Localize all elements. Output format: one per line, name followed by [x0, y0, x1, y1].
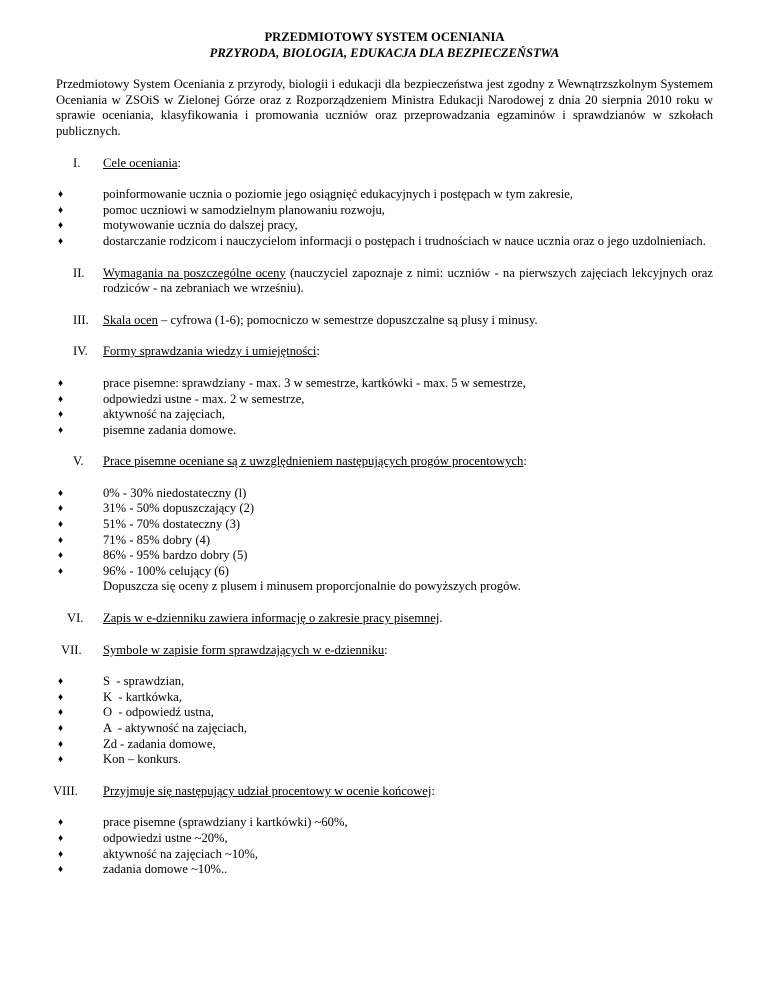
- diamond-bullet-icon: ♦: [58, 519, 64, 531]
- section-requirements: [56, 266, 713, 297]
- section-title: Symbole w zapisie form sprawdzających w e-dzienniku: [103, 642, 385, 657]
- section-heading: [56, 266, 713, 297]
- list-item: ♦ odpowiedzi ustne ~20%,: [58, 830, 228, 845]
- list-item: ♦ 51% - 70% dostateczny (3): [58, 517, 241, 532]
- list-item: ♦ Kon – konkurs.: [58, 752, 182, 767]
- diamond-bullet-icon: ♦: [58, 707, 64, 719]
- section-title: Skala ocen: [103, 312, 158, 327]
- bullet-list: [56, 376, 713, 438]
- diamond-bullet-icon: ♦: [58, 503, 64, 515]
- section-title: Przyjmuje się następujący udział procentowy w ocenie końcowej: [103, 783, 432, 798]
- section-suffix: – cyfrowa (1-6); pomocniczo w semestrze dopuszczalne są plusy i minusy.: [157, 312, 538, 327]
- diamond-bullet-icon: ♦: [58, 220, 64, 232]
- diamond-bullet-icon: ♦: [58, 832, 64, 844]
- section-heading: [53, 783, 713, 800]
- section-heading: [56, 313, 713, 329]
- document-subtitle: PRZYRODA, BIOLOGIA, EDUKACJA DLA BEZPIECZEŃSTWA: [209, 45, 560, 60]
- bullet-list: [56, 815, 713, 877]
- list-item: ♦ prace pisemne: sprawdziany - max. 3 w semestrze, kartkówki - max. 5 w semestrze,: [58, 375, 526, 390]
- diamond-bullet-icon: ♦: [58, 235, 64, 247]
- section-title: Zapis w e-dzienniku zawiera informację o zakresie pracy pisemnej: [103, 611, 440, 626]
- document-title: PRZEDMIOTOWY SYSTEM OCENIANIA: [264, 30, 505, 44]
- section-suffix: .: [439, 611, 443, 626]
- section-title: Prace pisemne oceniane są z uwzględnieniem następujących progów procentowych: [103, 454, 524, 469]
- section-number: VII.: [61, 642, 82, 657]
- section-heading: [56, 344, 713, 360]
- diamond-bullet-icon: ♦: [58, 754, 64, 766]
- diamond-bullet-icon: ♦: [58, 204, 64, 216]
- diamond-bullet-icon: ♦: [58, 565, 64, 577]
- intro-paragraph: Przedmiotowy System Oceniania z przyrody, biologii i edukacji dla bezpieczeństwa jest zgodny z Wewnątrzszkolnym Systemem Oceniania w ZSOiS w Zielonej Górze oraz z Rozporządzeniem Ministra Edukacji Narodowej z dnia 20 sierpnia 2010 roku w sprawie oceniania, klasyfikowania i promowania uczniów oraz przeprowadzania egzaminów i sprawdzianów w szkołach publicznych.: [56, 77, 713, 138]
- diamond-bullet-icon: ♦: [58, 691, 64, 703]
- diamond-bullet-icon: ♦: [58, 676, 64, 688]
- list-item: ♦ prace pisemne (sprawdziany i kartkówki) ~60%,: [58, 815, 348, 830]
- bullet-list: [56, 486, 713, 580]
- list-item: ♦ Zd - zadania domowe,: [58, 736, 216, 751]
- section-number: I.: [73, 155, 81, 170]
- section-suffix: :: [316, 344, 320, 359]
- section-suffix: :: [177, 155, 181, 170]
- section-assessment-forms: [56, 344, 713, 438]
- list-item: ♦ A - aktywność na zajęciach,: [58, 721, 248, 735]
- diamond-bullet-icon: ♦: [58, 864, 64, 876]
- diamond-bullet-icon: ♦: [58, 738, 64, 750]
- list-item: ♦ motywowanie ucznia do dalszej pracy,: [58, 218, 298, 233]
- list-item: ♦ 86% - 95% bardzo dobry (5): [58, 548, 248, 563]
- section-final-grade-weights: [53, 783, 713, 878]
- diamond-bullet-icon: ♦: [58, 723, 64, 734]
- section-heading: [56, 643, 713, 659]
- section-number: III.: [73, 312, 89, 327]
- bullet-list: [56, 674, 713, 768]
- section-grade-scale: [56, 313, 713, 329]
- document-page: [53, 30, 713, 878]
- diamond-bullet-icon: ♦: [58, 817, 64, 829]
- section-number: IV.: [73, 344, 88, 359]
- section-title: Cele oceniania: [103, 155, 178, 170]
- section-number: V.: [73, 454, 84, 469]
- list-item: ♦ poinformowanie ucznia o poziomie jego osiągnięć edukacyjnych i postępach w tym zakresie,: [58, 187, 574, 202]
- section-suffix: :: [384, 642, 388, 657]
- diamond-bullet-icon: ♦: [58, 409, 64, 421]
- bullet-list: [56, 187, 713, 249]
- section-goals: [56, 156, 713, 250]
- list-item: ♦ 71% - 85% dobry (4): [58, 532, 211, 547]
- list-item: ♦ odpowiedzi ustne - max. 2 w semestrze,: [58, 391, 305, 406]
- list-item: ♦ 96% - 100% celujący (6): [58, 563, 229, 578]
- section-heading: [56, 611, 713, 627]
- list-item: ♦ O - odpowiedź ustna,: [58, 705, 214, 720]
- list-item: ♦ zadania domowe ~10%..: [58, 862, 228, 877]
- diamond-bullet-icon: ♦: [58, 534, 64, 546]
- diamond-bullet-icon: ♦: [58, 550, 64, 562]
- diamond-bullet-icon: ♦: [58, 393, 64, 405]
- section-suffix: :: [431, 783, 435, 798]
- diamond-bullet-icon: ♦: [58, 377, 64, 389]
- section-suffix: (nauczyciel zapoznaje z nimi: uczniów - na pierwszych zajęciach lekcyjnych oraz rodziców - na zebraniach we wrześniu).: [103, 265, 713, 296]
- section-title: Formy sprawdzania wiedzy i umiejętności: [103, 344, 317, 359]
- section-heading: [56, 156, 713, 172]
- section-title: Wymagania na poszczególne oceny: [103, 265, 286, 280]
- section-number: VIII.: [53, 783, 78, 798]
- list-item: ♦ 0% - 30% niedostateczny (l): [58, 485, 247, 500]
- section-number: II.: [73, 265, 85, 280]
- section-percentage-thresholds: [56, 454, 713, 595]
- diamond-bullet-icon: ♦: [58, 848, 64, 860]
- list-item: ♦ S - sprawdzian,: [58, 674, 185, 689]
- diamond-bullet-icon: ♦: [58, 424, 64, 436]
- section-symbols: [56, 643, 713, 768]
- section-number: VI.: [67, 611, 84, 626]
- section-heading: [56, 454, 713, 470]
- list-item: ♦ aktywność na zajęciach ~10%,: [58, 846, 259, 861]
- list-item: ♦ dostarczanie rodzicom i nauczycielom informacji o postępach i trudnościach w nauce ucznia oraz o jego uzdolnieniach.: [58, 233, 706, 248]
- list-item: ♦ K - kartkówka,: [58, 689, 183, 704]
- threshold-note: Dopuszcza się oceny z plusem i minusem proporcjonalnie do powyższych progów.: [103, 579, 521, 594]
- diamond-bullet-icon: ♦: [58, 189, 64, 201]
- list-item: ♦ pisemne zadania domowe.: [58, 422, 237, 437]
- section-e-register-entry: [56, 611, 713, 627]
- section-suffix: :: [523, 454, 527, 469]
- list-item: ♦ 31% - 50% dopuszczający (2): [58, 501, 255, 516]
- diamond-bullet-icon: ♦: [58, 487, 64, 499]
- list-item: ♦ aktywność na zajęciach,: [58, 407, 226, 422]
- list-item: ♦ pomoc uczniowi w samodzielnym planowaniu rozwoju,: [58, 202, 385, 217]
